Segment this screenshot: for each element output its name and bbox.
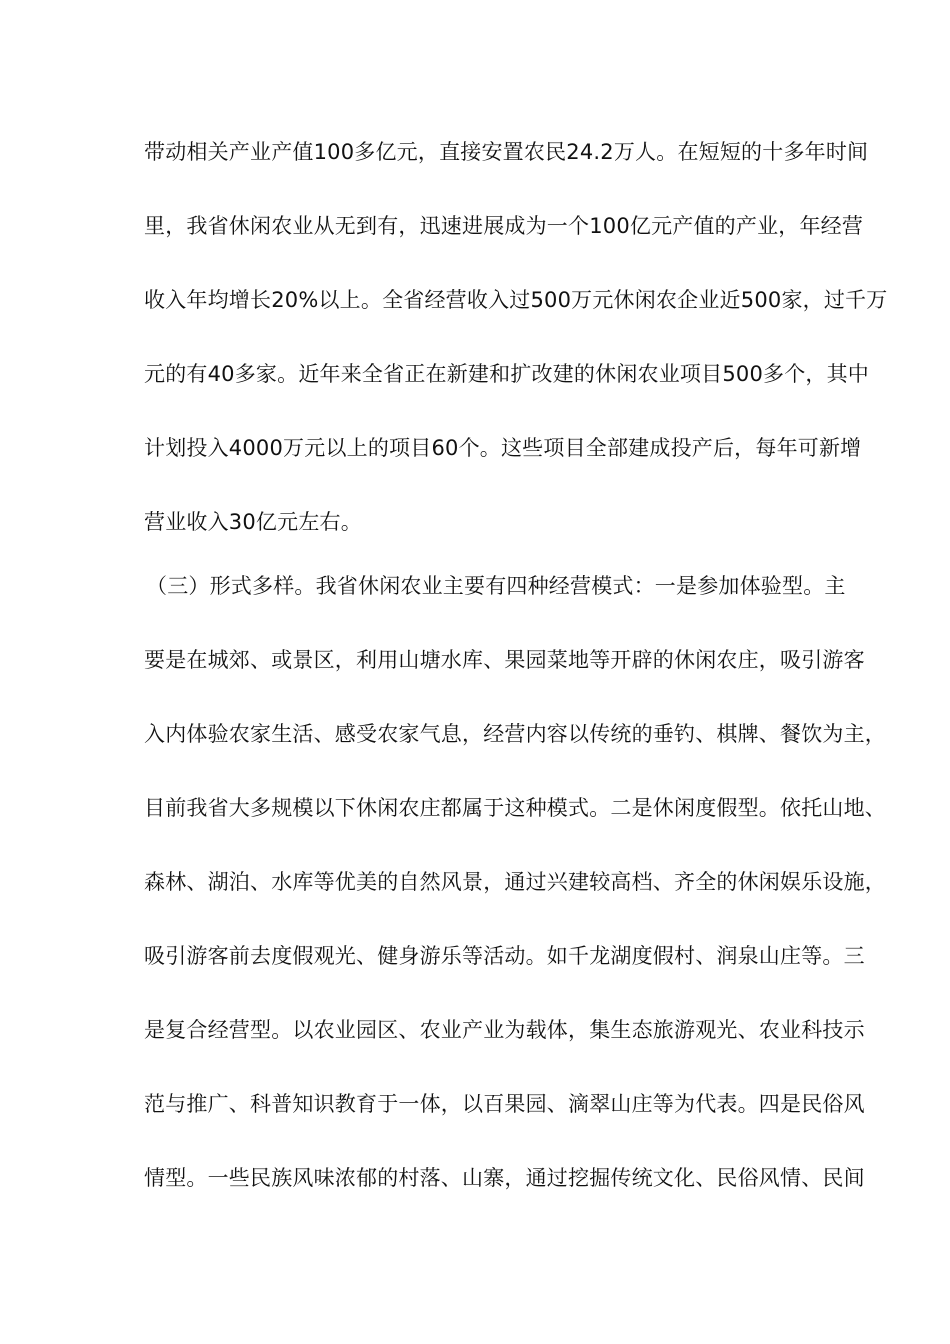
text-line-11: 森林、湖泊、水库等优美的自然风景，通过兴建较高档、齐全的休闲娱乐设施， — [144, 870, 886, 894]
text-line-1: 带动相关产业产值100多亿元，直接安置农民24.2万人。在短短的十多年时间 — [144, 140, 869, 164]
text-line-12: 吸引游客前去度假观光、健身游乐等活动。如千龙湖度假村、润泉山庄等。三 — [144, 944, 865, 968]
text-line-10: 目前我省大多规模以下休闲农庄都属于这种模式。二是休闲度假型。依托山地、 — [144, 796, 886, 820]
text-line-7: （三）形式多样。我省休闲农业主要有四种经营模式：一是参加体验型。主 — [146, 574, 846, 598]
text-line-8: 要是在城郊、或景区，利用山塘水库、果园菜地等开辟的休闲农庄，吸引游客 — [144, 648, 865, 672]
text-line-6: 营业收入30亿元左右。 — [144, 510, 362, 534]
text-line-14: 范与推广、科普知识教育于一体，以百果园、滴翠山庄等为代表。四是民俗风 — [144, 1092, 865, 1116]
text-line-5: 计划投入4000万元以上的项目60个。这些项目全部建成投产后，每年可新增 — [144, 436, 862, 460]
text-line-4: 元的有40多家。近年来全省正在新建和扩改建的休闲农业项目500多个，其中 — [144, 362, 870, 386]
text-line-13: 是复合经营型。以农业园区、农业产业为载体，集生态旅游观光、农业科技示 — [144, 1018, 865, 1042]
text-line-9: 入内体验农家生活、感受农家气息，经营内容以传统的垂钓、棋牌、餐饮为主， — [144, 722, 886, 746]
text-line-15: 情型。一些民族风味浓郁的村落、山寨，通过挖掘传统文化、民俗风情、民间 — [144, 1166, 865, 1190]
text-line-2: 里，我省休闲农业从无到有，迅速进展成为一个100亿元产值的产业，年经营 — [144, 214, 864, 238]
text-line-3: 收入年均增长20%以上。全省经营收入过500万元休闲农企业近500家，过千万 — [144, 288, 888, 312]
